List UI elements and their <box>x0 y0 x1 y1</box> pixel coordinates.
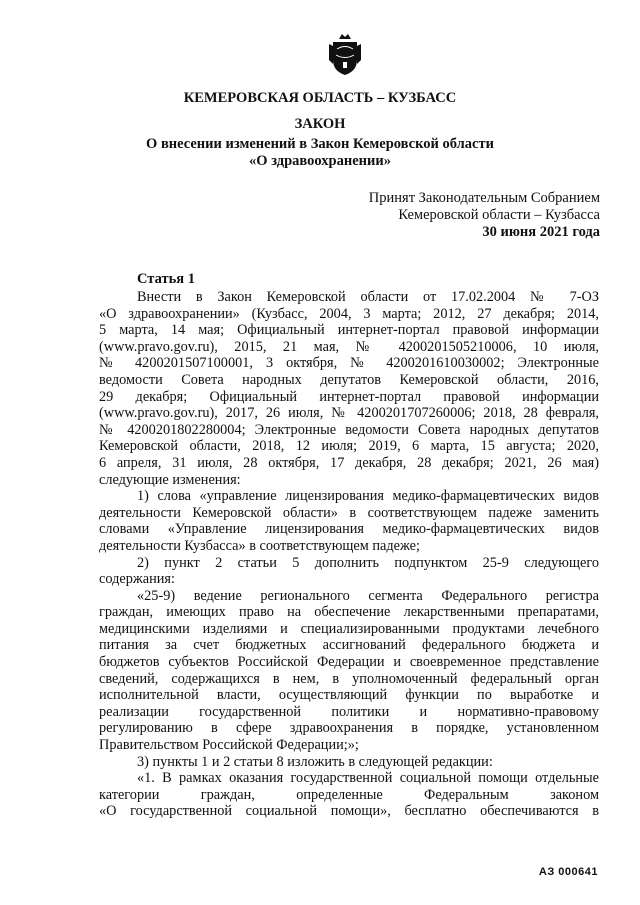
coat-of-arms-emblem <box>327 30 363 76</box>
body-line: регулированию в сфере здравоохранения в порядке, установленном <box>99 720 599 737</box>
region-heading: КЕМЕРОВСКАЯ ОБЛАСТЬ – КУЗБАСС <box>183 90 457 106</box>
body-line: исполнительной власти, осуществляющий функции по выработке и <box>99 687 599 704</box>
body-line: Кемеровской области, 2018, 12 июля; 2019, 6 марта, 15 августа; 2020, <box>99 438 599 455</box>
body-line: «1. В рамках оказания государственной социальной помощи отдельные <box>137 770 599 787</box>
body-line: № 4200201507100001, 3 октября, № 4200201610030002; Электронные <box>99 355 599 372</box>
body-line: 29 декабря; Официальный интернет-портал правовой информации <box>99 388 599 405</box>
body-line: (www.pravo.gov.ru), 2017, 26 июля, № 4200201707260006; 2018, 28 февраля, <box>99 405 599 422</box>
body-line: сведений, содержащихся в нем, в уполномоченный федеральный орган <box>99 670 599 687</box>
body-line: № 4200201802280004; Электронные ведомости Совета народных депутатов <box>99 421 599 438</box>
body-line: деятельности Кузбасса» в соответствующем падеже; <box>99 537 420 554</box>
body-line: деятельности Кемеровской области» в соответствующем падеже заменить <box>99 504 599 521</box>
body-line: «25-9) ведение регионального сегмента Федерального регистра <box>137 587 599 604</box>
adoption-line-2: Кемеровской области – Кузбасса <box>398 207 600 223</box>
article-body <box>99 289 599 820</box>
document-type: ЗАКОН <box>294 116 346 132</box>
body-line: следующие изменения: <box>99 471 241 488</box>
body-line: питания за счет бюджетных ассигнований федерального бюджета и <box>99 637 599 654</box>
body-line: «О здравоохранении» (Кузбасс, 2004, 3 марта; 2012, 27 декабря; 2014, <box>99 305 599 322</box>
body-line: граждан, имеющих право на обеспечение лекарственными препаратами, <box>99 604 599 621</box>
body-line: Правительством Российской Федерации;»; <box>99 737 359 754</box>
adoption-date: 30 июня 2021 года <box>482 224 600 240</box>
body-line: словами «Управление лицензирования медико-фармацевтических видов <box>99 521 599 538</box>
law-title-line-2: «О здравоохранении» <box>249 153 391 169</box>
body-line: (www.pravo.gov.ru), 2015, 21 мая, № 4200201505210006, 10 июля, <box>99 338 599 355</box>
body-line: реализации государственной политики и нормативно-правовому <box>99 703 599 720</box>
body-line: медицинскими изделиями и специализированными продуктами лечебного <box>99 620 599 637</box>
body-line: «О государственной социальной помощи», бесплатно обеспечиваются в <box>99 803 599 820</box>
body-line: 1) слова «управление лицензирования медико-фармацевтических видов <box>137 488 599 505</box>
body-line: 3) пункты 1 и 2 статьи 8 изложить в следующей редакции: <box>137 753 493 770</box>
adoption-line-1: Принят Законодательным Собранием <box>368 190 600 206</box>
body-line: категории граждан, определенные Федеральным законом <box>99 786 599 803</box>
document-serial-code: АЗ 000641 <box>538 866 598 878</box>
body-line: 2) пункт 2 статьи 5 дополнить подпунктом 25-9 следующего <box>137 554 599 571</box>
article-heading: Статья 1 <box>137 271 195 287</box>
body-line: содержания: <box>99 571 175 588</box>
body-line: 5 марта, 14 мая; Официальный интернет-портал правовой информации <box>99 322 599 339</box>
body-line: бюджетов субъектов Российской Федерации и своевременное представление <box>99 654 599 671</box>
body-line: ведомости Совета народных депутатов Кемеровской области, 2016, <box>99 371 599 388</box>
law-title-line-1: О внесении изменений в Закон Кемеровской области <box>146 136 494 152</box>
body-line: Внести в Закон Кемеровской области от 17.02.2004 № 7-ОЗ <box>137 289 599 305</box>
body-line: 6 апреля, 31 июля, 28 октября, 17 декабря, 28 декабря; 2021, 26 мая) <box>99 454 599 471</box>
